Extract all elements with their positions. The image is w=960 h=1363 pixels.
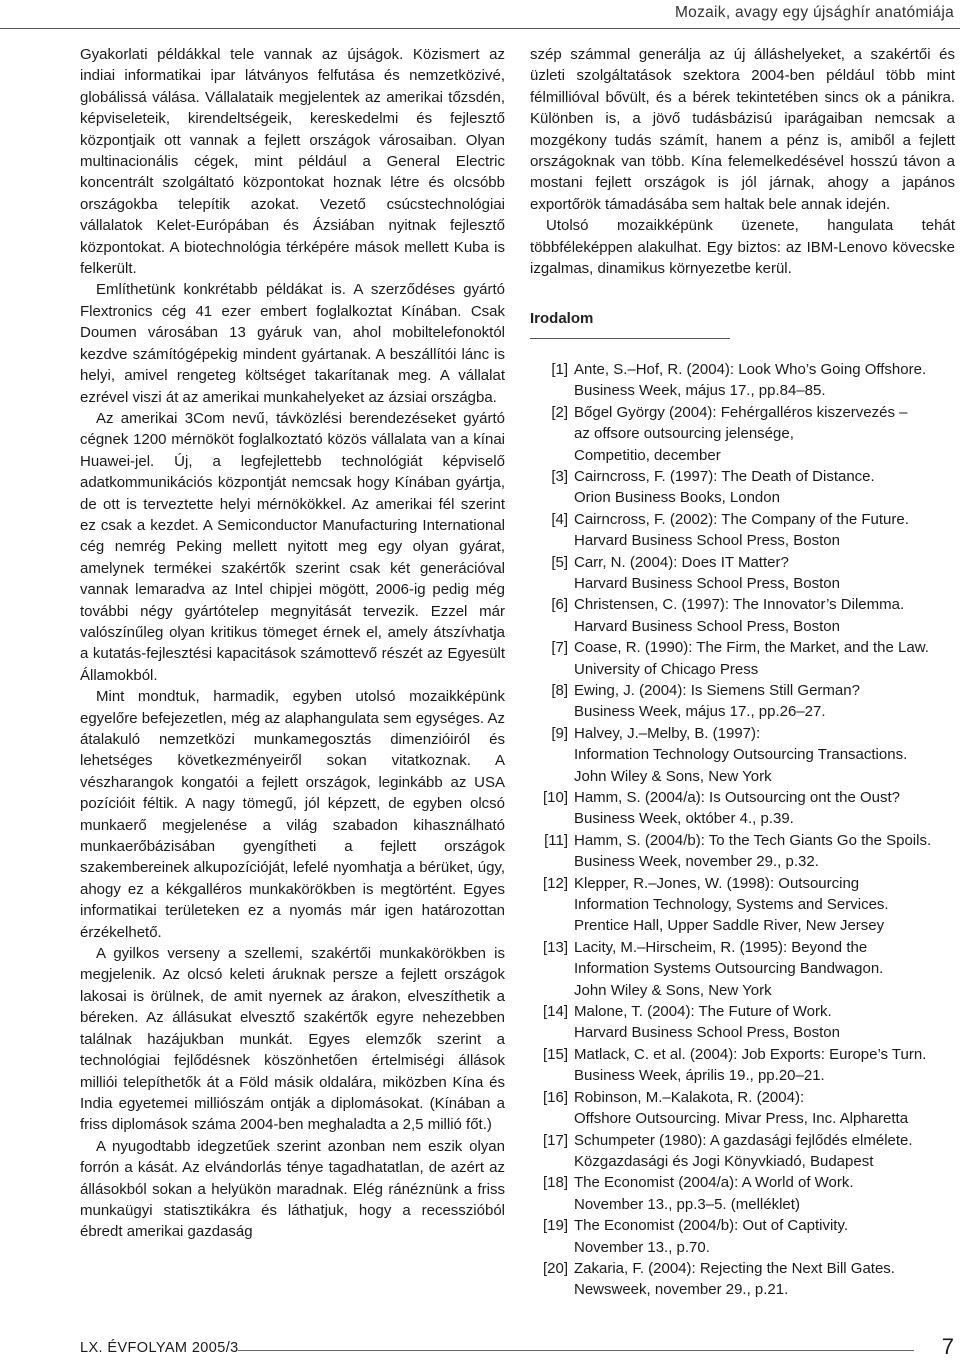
reference-number: [11] <box>544 831 568 849</box>
reference-line: November 13., pp.3–5. (melléklet) <box>574 1195 800 1213</box>
reference-line: Coase, R. (1990): The Firm, the Market, and the Law. <box>574 639 929 657</box>
reference-line: Business Week, október 4., p.39. <box>574 810 794 828</box>
reference-text <box>574 873 955 937</box>
reference-text <box>574 787 955 830</box>
reference-text <box>574 1001 955 1044</box>
reference-line: Hamm, S. (2004/a): Is Outsourcing ont the Oust? <box>574 789 900 806</box>
reference-item <box>530 552 955 595</box>
reference-line: Newsweek, november 29., p.21. <box>574 1281 789 1299</box>
reference-number: [20] <box>542 1259 568 1277</box>
page-footer <box>80 1336 954 1358</box>
reference-line: Harvard Business School Press, Boston <box>574 1024 840 1042</box>
reference-line: Business Week, április 19., pp.20–21. <box>574 1067 825 1085</box>
reference-text <box>574 466 955 509</box>
reference-item <box>530 937 955 1001</box>
reference-line: John Wiley & Sons, New York <box>574 981 772 999</box>
reference-line: The Economist (2004/a): A World of Work. <box>574 1174 854 1192</box>
reference-text <box>574 552 955 595</box>
reference-number: [19] <box>542 1217 568 1235</box>
reference-text <box>574 723 955 787</box>
reference-line: The Economist (2004/b): Out of Captivity. <box>574 1217 849 1235</box>
reference-item <box>530 873 955 937</box>
reference-number: [14] <box>542 1003 568 1021</box>
reference-line: Information Technology, Systems and Services. <box>574 896 889 914</box>
reference-text <box>574 359 955 402</box>
reference-number: [16] <box>542 1088 568 1106</box>
running-header <box>0 0 960 29</box>
reference-number: [7] <box>551 639 568 657</box>
reference-line: Klepper, R.–Jones, W. (1998): Outsourcing <box>574 874 860 892</box>
reference-line: Ante, S.–Hof, R. (2004): Look Who’s Going Offshore. <box>574 360 927 378</box>
reference-line: Halvey, J.–Melby, B. (1997): <box>574 724 761 742</box>
reference-text <box>574 509 955 552</box>
reference-item <box>530 830 955 873</box>
reference-text <box>574 680 955 723</box>
reference-line: Business Week, május 17., pp.26–27. <box>574 703 826 721</box>
reference-item <box>530 594 955 637</box>
reference-item <box>530 402 955 466</box>
reference-item <box>530 359 955 402</box>
paragraph: Mint mondtuk, harmadik, egyben utolsó mozaikképünk egyelőre befejezetlen, még az alaphangulata sem egységes. Az átalakuló nemzetközi munkamegosztás dimenzióiról és lehetséges következményeiről sokan vitatkoznak. A vészharangok kongatói a fejlett országok, leginkább az USA pozícióit féltik. A nagy tömegű, jól képzett, de egyben olcsó munkaerő megjelenése a világ szabadon kihasználható munkaerőbázisában gyengítheti a fejlett országok szakembereinek alkupozícióját, lefelé nyomhatja a bérüket, úgy, ahogy ez a kékgalléros munkakörökben is megtörtént. Egyes informatikai területeken ez a nyomás már igen határozottan érzékelhető. <box>80 688 505 941</box>
reference-line: Közgazdasági és Jogi Könyvkiadó, Budapest <box>574 1152 874 1170</box>
reference-text <box>574 1130 955 1173</box>
reference-text <box>574 1044 955 1087</box>
reference-item <box>530 1258 955 1301</box>
issue-label: LX. ÉVFOLYAM 2005/3 <box>80 1340 239 1356</box>
reference-number: [18] <box>542 1174 568 1192</box>
reference-item <box>530 1215 955 1258</box>
reference-item <box>530 1087 955 1130</box>
reference-number: [3] <box>551 467 568 485</box>
reference-number: [5] <box>551 553 568 571</box>
paragraph: Említhetünk konkrétabb példákat is. A szerződéses gyártó Flextronics cég 41 ezer embert foglalkoztat Kínában. Csak Doumen városában 13 gyáruk van, ahol mobiltelefonoktól kezdve számítógépekig mindent gyártanak. A beszállítói lánc is helyi, amivel rengeteg költséget takarítanak meg. A vállalat ezrével viszi át az amerikai munkahelyeket az ázsiai országba. <box>80 281 505 406</box>
reference-line: Schumpeter (1980): A gazdasági fejlődés elmélete. <box>574 1131 913 1149</box>
reference-item <box>530 509 955 552</box>
right-column <box>530 44 955 1301</box>
reference-line: November 13., p.70. <box>574 1238 710 1256</box>
reference-line: Bőgel György (2004): Fehérgalléros kiszervezés – <box>574 403 908 421</box>
reference-item <box>530 1172 955 1215</box>
reference-number: [13] <box>542 938 568 956</box>
page-number: 7 <box>941 1334 954 1359</box>
reference-line: Matlack, C. et al. (2004): Job Exports: Europe’s Turn. <box>574 1045 927 1063</box>
reference-line: Business Week, május 17., pp.84–85. <box>574 382 826 400</box>
reference-line: Harvard Business School Press, Boston <box>574 574 840 592</box>
references-list <box>530 359 955 1301</box>
reference-text <box>574 1087 955 1130</box>
reference-line: Orion Business Books, London <box>574 489 780 507</box>
reference-line: Lacity, M.–Hirscheim, R. (1995): Beyond the <box>574 938 868 956</box>
paragraph: A nyugodtabb idegzetűek szerint azonban nem eszik olyan forrón a kását. Az elvándorlás ténye tagadhatatlan, de azért az állásokból sokan a helyükön maradnak. Elég ránéznünk a friss munkaügyi statisztikákra és láthatjuk, hogy a recesszióból ébredt amerikai gazdaság <box>80 1137 505 1241</box>
reference-item <box>530 1044 955 1087</box>
reference-item <box>530 1130 955 1173</box>
references-heading: Irodalom <box>530 308 730 338</box>
reference-number: [2] <box>551 403 568 421</box>
reference-line: az offsore outsourcing jelensége, <box>574 425 794 443</box>
reference-number: [8] <box>551 681 568 699</box>
reference-text <box>574 1172 955 1215</box>
reference-line: University of Chicago Press <box>574 660 759 678</box>
reference-item <box>530 637 955 680</box>
paragraph: szép számmal generálja az új álláshelyeket, a szakértői és üzleti szolgáltatások szektora 2004-ben például több mint félmillióval bővült, és a bérek tekintetében sincs ok a pánikra. Különben is, a jövő tudásbázisú iparágaiban nemcsak a mozgékony tudás számít, hanem a pénz is, amiből a fejlett országoknak van több. Kína felemelkedésével hosszú távon a mostani fejlett országok is jól járnak, ahogy a japános exportőrök támadásába sem haltak bele annak idején. <box>530 46 955 213</box>
reference-text <box>574 594 955 637</box>
paragraph: Az amerikai 3Com nevű, távközlési berendezéseket gyártó cégnek 1200 mérnököt foglalkoztató közös vállalata van a kínai Huawei-jel. Új, a legfejlettebb technológiát képviselő adatkommunikációs központját nemcsak hogy Kínában gyártja, de ott is terveztette helyi mérnökökkel. Az amerikai fél szerint ez csak a kezdet. A Semiconductor Manufacturing International cég nemrég Peking mellett nyitott meg egy olyan gyárat, amelynek termékei szakértők szerint csak két generációval vannak lemaradva az Intel chipjei mögött, 2006-ig pedig még további négy gyártótelep megnyitását tervezik. Ezzel már valószínűleg olyan kritikus tömeget érnek el, amely átszívhatja a kutatás-fejlesztési kapacitások számottevő részét az Egyesült Államokból. <box>80 409 505 684</box>
reference-line: Hamm, S. (2004/b): To the Tech Giants Go the Spoils. <box>574 831 932 849</box>
reference-item <box>530 723 955 787</box>
reference-line: Harvard Business School Press, Boston <box>574 532 840 550</box>
reference-item <box>530 680 955 723</box>
reference-text <box>574 830 955 873</box>
paragraph: Gyakorlati példákkal tele vannak az újságok. Közismert az indiai informatikai ipar látványos felfutása és nemzetközivé, globálissá válása. Vállalataik megjelentek az amerikai tőzsdén, képviseleteik, kirendeltségeik, kereskedelmi és fejlesztő központjaik ott vannak a fejlett országok városaiban. Olyan multinacionális cégek, mint például a General Electric koncentrált szolgáltató központokat hoznak létre és olcsóbb országokba telepítik azokat. Vezető csúcstechnológiai vállalatok Kelet-Európában és Ázsiában nyitnak fejlesztő központokat. A biotechnológia térképére mások mellett Kuba is felkerült. <box>80 46 505 278</box>
reference-text <box>574 637 955 680</box>
reference-line: Christensen, C. (1997): The Innovator’s Dilemma. <box>574 596 905 614</box>
reference-line: Offshore Outsourcing. Mivar Press, Inc. Alpharetta <box>574 1110 909 1128</box>
reference-line: Information Technology Outsourcing Transactions. <box>574 746 908 764</box>
reference-item <box>530 466 955 509</box>
reference-text <box>574 1215 955 1258</box>
reference-line: Cairncross, F. (2002): The Company of the Future. <box>574 510 909 528</box>
reference-line: Ewing, J. (2004): Is Siemens Still German? <box>574 681 860 699</box>
reference-number: [9] <box>551 724 568 742</box>
reference-number: [6] <box>551 596 568 614</box>
reference-line: Zakaria, F. (2004): Rejecting the Next Bill Gates. <box>574 1259 895 1277</box>
reference-number: [12] <box>542 874 568 892</box>
paragraph: Utolsó mozaikképünk üzenete, hangulata tehát többféleképpen alakulhat. Egy biztos: az IBM-Lenovo kövecske izgalmas, dinamikus környezetbe kerül. <box>530 217 955 278</box>
reference-line: Carr, N. (2004): Does IT Matter? <box>574 553 789 571</box>
reference-line: Cairncross, F. (1997): The Death of Distance. <box>574 467 875 485</box>
reference-text <box>574 937 955 1001</box>
paragraph: A gyilkos verseny a szellemi, szakértői munkakörökben is megjelenik. Az olcsó keleti áruknak persze a fejlett országok lakosai is örülnek, de amit nyernek az árakon, elveszíthetik a béreken. Az állásukat elvesztő szakértők egyre nehezebben találnak hazájukban munkát. Egyes elemzők szerint a technológiai fejlődésnek köszönhetően értelmiségi állások milliói telepíthetők át a Föld másik oldalára, miközben Kína és India egyetemei milliószám ontják a diplomásokat. (Kínában a friss diplomások száma 2004-ben meghaladta a 2,5 millió főt.) <box>80 945 505 1134</box>
reference-number: [15] <box>542 1045 568 1063</box>
reference-item <box>530 1001 955 1044</box>
reference-number: [10] <box>542 789 568 806</box>
footer-rule <box>238 1350 914 1351</box>
reference-line: John Wiley & Sons, New York <box>574 767 772 785</box>
reference-line: Competitio, december <box>574 446 721 464</box>
reference-number: [1] <box>551 360 568 378</box>
reference-line: Prentice Hall, Upper Saddle River, New Jersey <box>574 917 885 935</box>
reference-text <box>574 1258 955 1301</box>
reference-line: Information Systems Outsourcing Bandwagon. <box>574 960 884 978</box>
running-title: Mozaik, avagy egy újsághír anatómiája <box>674 4 954 21</box>
reference-line: Malone, T. (2004): The Future of Work. <box>574 1003 832 1021</box>
reference-item <box>530 787 955 830</box>
reference-text <box>574 402 955 466</box>
left-column <box>80 44 505 1243</box>
reference-number: [17] <box>542 1131 568 1149</box>
reference-line: Robinson, M.–Kalakota, R. (2004): <box>574 1088 805 1106</box>
reference-line: Harvard Business School Press, Boston <box>574 617 840 635</box>
reference-line: Business Week, november 29., p.32. <box>574 853 819 871</box>
reference-number: [4] <box>551 510 568 528</box>
